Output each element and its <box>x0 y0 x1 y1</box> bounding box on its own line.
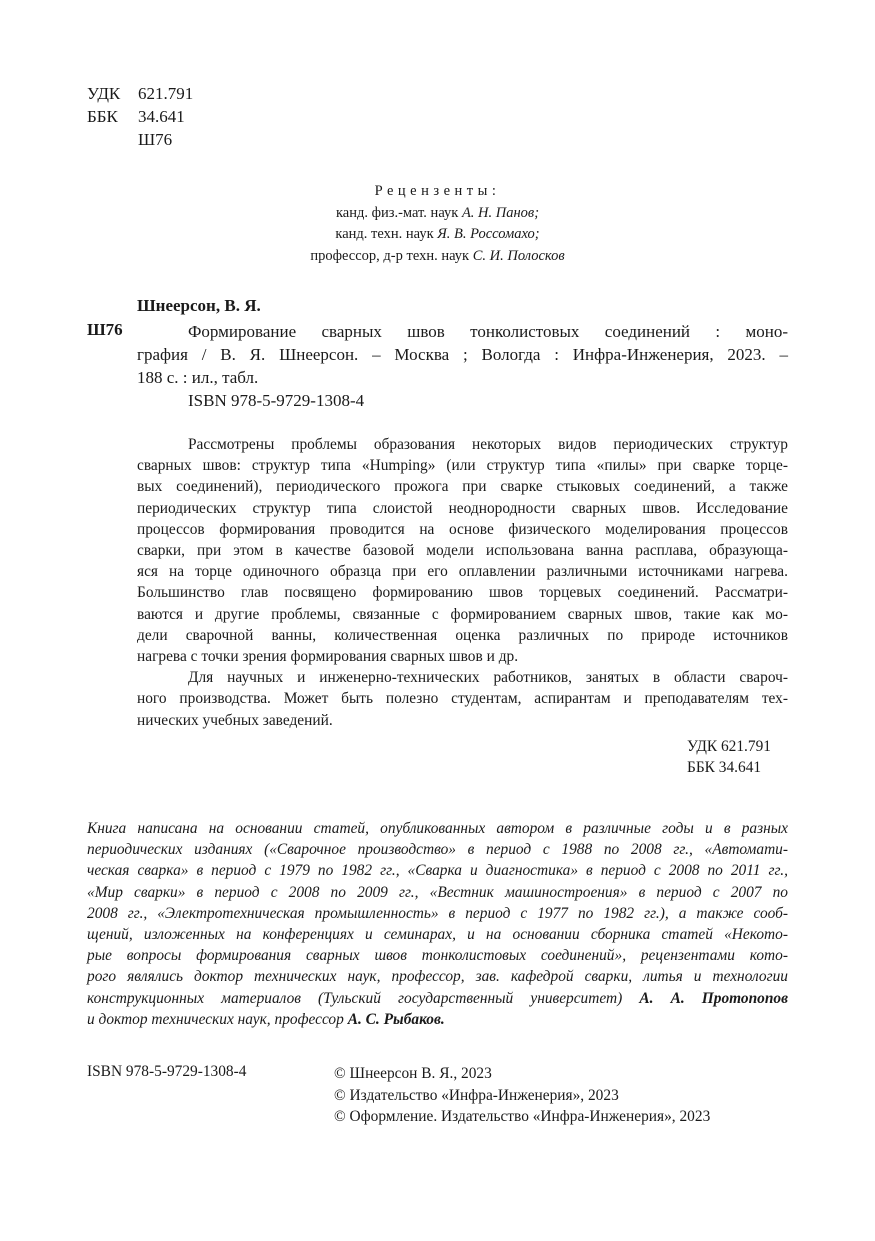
abstract-line: сварных швов: структур типа «Humping» (или структур типа «пилы» при сварке торце- <box>137 457 788 475</box>
reviewers-title: Рецензенты: <box>374 183 501 199</box>
note-line <box>87 1009 788 1030</box>
publication-note <box>87 818 788 1030</box>
abstract-line: яся на торце одиночного образца при его оплавлении различными источниками нагрева. <box>137 563 788 581</box>
abstract-line: Большинство глав посвящено формированию швов торцевых соединений. Рассматри- <box>137 584 788 602</box>
catalog-line: 188 с. : ил., табл. <box>137 368 259 387</box>
catalog-isbn: ISBN 978-5-9729-1308-4 <box>188 391 365 410</box>
udk-label: УДК <box>87 84 121 103</box>
abstract-line: нагрева с точки зрения формирования сварных швов и др. <box>137 648 519 666</box>
note-line: «Мир сварки» в период с 2008 по 2009 гг., «Вестник машиностроения» в период с 2007 по <box>87 883 788 901</box>
catalog-line: Формирование сварных швов тонколистовых соединений : моно- <box>188 322 788 341</box>
copyright-block <box>334 1063 710 1128</box>
abstract-line: процессов формирования проводится на основе физического моделирования процессов <box>137 520 788 538</box>
bbk-value: 34.641 <box>138 107 185 126</box>
udk-bottom: УДК 621.791 <box>687 738 771 755</box>
reviewer-2-degree: канд. техн. наук <box>335 226 434 242</box>
reviewer-1-name: А. Н. Панов; <box>461 204 540 221</box>
author-sign: Ш76 <box>138 130 173 149</box>
catalog-code: Ш76 <box>87 320 123 339</box>
reviewer-3-name: С. И. Полосков <box>472 247 565 264</box>
reviewer-2-name: Я. В. Россомахо; <box>437 226 540 242</box>
note-line: щений, изложенных на конференциях и семинарах, и на основании сборника статей «Некото- <box>87 926 788 944</box>
abstract-line: Для научных и инженерно-технических работников, занятых в области свароч- <box>188 669 788 687</box>
note-line: рые вопросы формирования сварных швов тонколистовых соединений», рецензентами кото- <box>87 947 788 965</box>
note-line: 2008 гг., «Электротехническая промышленность» в период с 1977 по 1982 гг.), а также сооб- <box>87 904 788 922</box>
isbn-bottom: ISBN 978-5-9729-1308-4 <box>87 1063 247 1080</box>
note-line: рого являлись доктор технических наук, профессор, зав. кафедрой сварки, литья и технологии <box>87 968 788 986</box>
catalog-line: графия / В. Я. Шнеерсон. – Москва ; Вологда : Инфра-Инженерия, 2023. – <box>137 345 788 364</box>
udk-value: 621.791 <box>138 84 194 103</box>
udk-row <box>87 82 193 105</box>
note-line: Книга написана на основании статей, опубликованных автором в различные годы и в разных <box>87 820 788 837</box>
reviewer-3-degree: профессор, д-р техн. наук <box>310 247 470 264</box>
note-line-text: конструкционных материалов (Тульский государственный университет) <box>87 989 623 1007</box>
author-sign-row <box>87 128 193 151</box>
copyright-publisher: © Издательство «Инфра-Инженерия», 2023 <box>334 1086 619 1104</box>
note-line: ческая сварка» в период с 1979 по 1982 гг., «Сварка и диагностика» в период с 2008 по 2011 гг., <box>87 862 788 880</box>
reviewer-3 <box>0 246 875 268</box>
index-bottom <box>687 736 771 778</box>
reviewer-2 <box>0 224 875 246</box>
bbk-bottom: ББК 34.641 <box>687 759 762 776</box>
abstract <box>137 434 788 731</box>
note-line-text: и доктор технических наук, профессор <box>87 1010 344 1028</box>
note-reviewer-name: А. С. Рыбаков. <box>347 1010 445 1028</box>
reviewer-1-degree: канд. физ.-мат. наук <box>335 204 459 221</box>
catalog-description <box>137 320 788 412</box>
abstract-line: сварки, при этом в качестве базовой модели использована ванна расплава, образующа- <box>137 542 788 560</box>
bbk-label: ББК <box>87 107 118 126</box>
note-line: периодических изданиях («Сварочное производство» в период с 1988 по 2008 гг., «Автомати- <box>87 841 788 859</box>
abstract-line: вых соединений), периодического прожога при сварке стыковых соединений, а также <box>137 478 788 496</box>
abstract-line: ного производства. Может быть полезно студентам, аспирантам и преподавателям тех- <box>137 690 788 708</box>
abstract-line: дели сварочной ванны, количественная оценка различных по природе источников <box>137 626 788 644</box>
copyright-design: © Оформление. Издательство «Инфра-Инженерия», 2023 <box>334 1108 711 1125</box>
abstract-line: ваются и другие проблемы, связанные с формированием сварных швов, такие как мо- <box>137 605 788 623</box>
reviewer-1 <box>0 203 875 225</box>
reviewers-block <box>0 181 875 267</box>
note-reviewer-name: А. А. Протопопов <box>639 989 789 1007</box>
index-block <box>87 82 193 151</box>
catalog-author: Шнеерсон, В. Я. <box>137 296 261 315</box>
note-line <box>87 988 788 1009</box>
abstract-line: нических учебных заведений. <box>137 711 333 729</box>
bbk-row <box>87 105 193 128</box>
abstract-line: Рассмотрены проблемы образования некоторых видов периодических структур <box>188 436 788 453</box>
abstract-line: периодических структур типа слоистой неоднородности сварных швов. Исследование <box>137 499 788 517</box>
copyright-author: © Шнеерсон В. Я., 2023 <box>334 1065 492 1082</box>
